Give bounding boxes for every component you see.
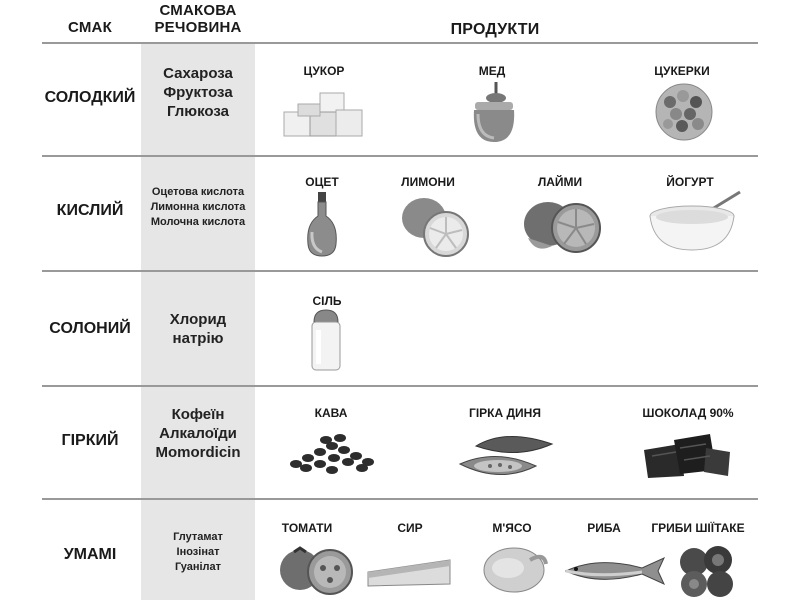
substances-umami: [141, 530, 255, 575]
vinegar-bottle-icon: [304, 190, 340, 260]
row-divider: [42, 385, 758, 387]
salt-shaker-icon: [308, 308, 344, 372]
substance-momordicin: Momordicin: [155, 444, 241, 461]
substances-bitter: [141, 405, 255, 462]
product-label-chocolate: ШОКОЛАД 90%: [642, 406, 734, 420]
substance-caffeine: Кофеїн: [171, 406, 225, 423]
substance-alkaloids: Алкалоїди: [159, 425, 237, 442]
taste-sweet: СОЛОДКИЙ: [44, 89, 136, 106]
taste-bitter: ГІРКИЙ: [61, 432, 119, 449]
product-label-meat: М'ЯСО: [492, 521, 532, 535]
substance-sodium-chloride-1: Хлорид: [169, 311, 227, 328]
row-divider: [42, 155, 758, 157]
product-label-yogurt: ЙОГУРТ: [666, 175, 714, 189]
product-label-cheese: СИР: [397, 521, 423, 535]
substance-citric-acid: Лимонна кислота: [150, 201, 246, 213]
yogurt-bowl-icon: [646, 188, 742, 254]
tomatoes-icon: [278, 538, 356, 598]
substances-sweet: [141, 64, 255, 121]
header-taste: СМАК: [68, 19, 112, 36]
row-divider: [42, 270, 758, 272]
taste-umami: УМАМІ: [63, 546, 117, 563]
substances-salty: [141, 310, 255, 348]
product-label-honey: МЕД: [478, 64, 506, 78]
limes-icon: [522, 196, 602, 256]
product-label-salt: СІЛЬ: [312, 294, 342, 308]
product-label-tomatoes: ТОМАТИ: [281, 521, 333, 535]
honey-jar-icon: [466, 80, 522, 146]
product-label-candies: ЦУКЕРКИ: [654, 64, 710, 78]
substance-lactic-acid: Молочна кислота: [150, 216, 246, 228]
substance-glutamate: Глутамат: [173, 531, 223, 543]
substance-sodium-chloride-2: натрію: [172, 330, 224, 347]
row-divider: [42, 498, 758, 500]
candies-bowl-icon: [654, 80, 714, 142]
product-label-sugar: ЦУКОР: [303, 64, 345, 78]
product-label-bitter-melon: ГІРКА ДИНЯ: [469, 406, 541, 420]
substance-inosinate: Інозінат: [176, 546, 220, 558]
dark-chocolate-icon: [640, 430, 734, 480]
taste-salty: СОЛОНИЙ: [49, 320, 131, 337]
taste-sour: КИСЛИЙ: [56, 202, 124, 219]
lemons-icon: [400, 192, 472, 260]
product-label-coffee: КАВА: [314, 406, 348, 420]
substance-guanylate: Гуанілат: [174, 561, 222, 573]
cheese-icon: [366, 556, 452, 590]
row-divider: [42, 42, 758, 44]
product-label-limes: ЛАЙМИ: [537, 175, 583, 189]
coffee-beans-icon: [286, 432, 380, 476]
shiitake-mushrooms-icon: [676, 542, 740, 598]
product-label-lemons: ЛИМОНИ: [401, 175, 455, 189]
substance-fructose: Фруктоза: [163, 84, 233, 101]
header-products: ПРОДУКТИ: [450, 21, 540, 38]
meat-icon: [480, 542, 550, 598]
sugar-cubes-icon: [280, 88, 366, 144]
product-label-shiitake: ГРИБИ ШІЇТАКЕ: [651, 521, 745, 535]
header-substance: СМАКОВА РЕЧОВИНА: [154, 2, 242, 36]
substance-acetic-acid: Оцетова кислота: [151, 186, 245, 198]
substance-sucrose: Сахароза: [163, 65, 233, 82]
substances-sour: [141, 185, 255, 230]
substance-glucose: Глюкоза: [167, 103, 229, 120]
product-label-vinegar: ОЦЕТ: [305, 175, 339, 189]
product-label-fish: РИБА: [587, 521, 621, 535]
fish-icon: [558, 554, 668, 588]
bitter-melon-icon: [456, 428, 556, 484]
